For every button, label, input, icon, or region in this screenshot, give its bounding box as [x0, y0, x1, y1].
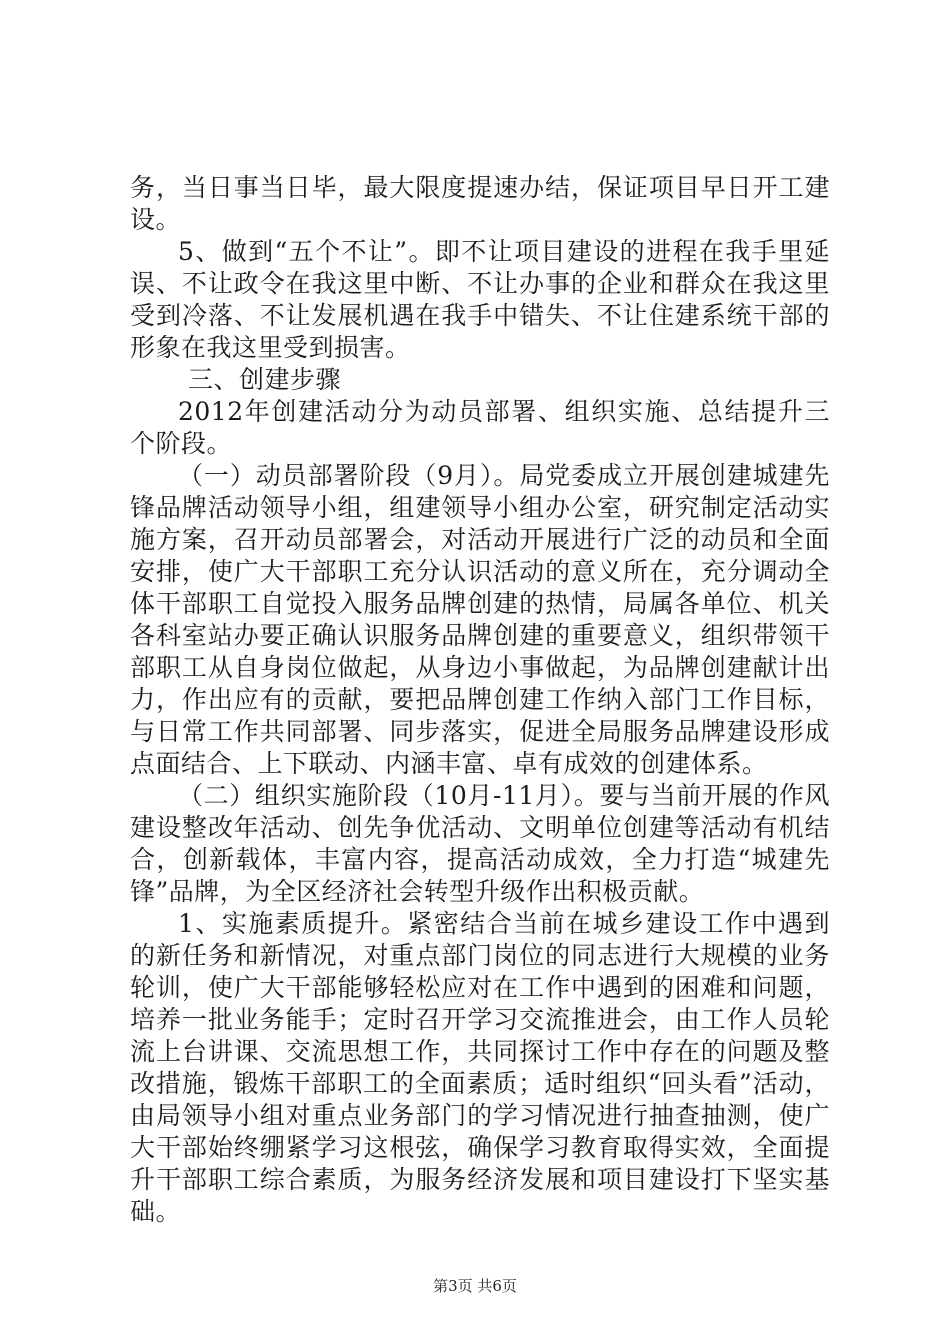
page-number-footer: 第3页 共6页 — [433, 1277, 517, 1295]
paragraph-continuation: 务，当日事当日毕，最大限度提速办结，保证项目早日开工建设。 — [130, 173, 830, 234]
section-heading-steps: 三、创建步骤 — [188, 365, 342, 394]
paragraph-stage-one: （一）动员部署阶段（9月）。局党委成立开展创建城建先锋品牌活动领导小组，组建领导小组办公室，研究制定活动实施方案，召开动员部署会，对活动开展进行广泛的动员和全面安排，使广大干部职工充分认识活动的意义所在，充分调动全体干部职工自觉投入服务品牌创建的热情，局属各单位、机关各科室站办要正确认识服务品牌创建的重要意义，组织带领干部职工从自身岗位做起，从身边小事做起，为品牌创建献计出力，作出应有的贡献，要把品牌创建工作纳入部门工作目标，与日常工作共同部署、同步落实，促进全局服务品牌建设形成点面结合、上下联动、内涵丰富、卓有成效的创建体系。 — [130, 461, 830, 778]
document-body — [130, 172, 830, 1228]
paragraph-quality-improvement: 1、实施素质提升。紧密结合当前在城乡建设工作中遇到的新任务和新情况，对重点部门岗位的同志进行大规模的业务轮训，使广大干部能够轻松应对在工作中遇到的困难和问题，培养一批业务能手；定时召开学习交流推进会，由工作人员轮流上台讲课、交流思想工作，共同探讨工作中存在的问题及整改措施，锻炼干部职工的全面素质；适时组织“回头看”活动，由局领导小组对重点业务部门的学习情况进行抽查抽测，使广大干部始终绷紧学习这根弦，确保学习教育取得实效，全面提升干部职工综合素质，为服务经济发展和项目建设打下坚实基础。 — [130, 909, 830, 1226]
paragraph-five-no-lets: 5、做到“五个不让”。即不让项目建设的进程在我手里延误、不让政令在我这里中断、不让办事的企业和群众在我这里受到冷落、不让发展机遇在我手中错失、不让住建系统干部的形象在我这里受到损害。 — [130, 237, 830, 362]
paragraph-stage-two: （二）组织实施阶段（10月-11月）。要与当前开展的作风建设整改年活动、创先争优活动、文明单位创建等活动有机结合，创新载体，丰富内容，提高活动成效，全力打造“城建先锋”品牌，为全区经济社会转型升级作出积极贡献。 — [130, 781, 830, 906]
paragraph-stages-intro: 2012年创建活动分为动员部署、组织实施、总结提升三个阶段。 — [130, 397, 830, 458]
